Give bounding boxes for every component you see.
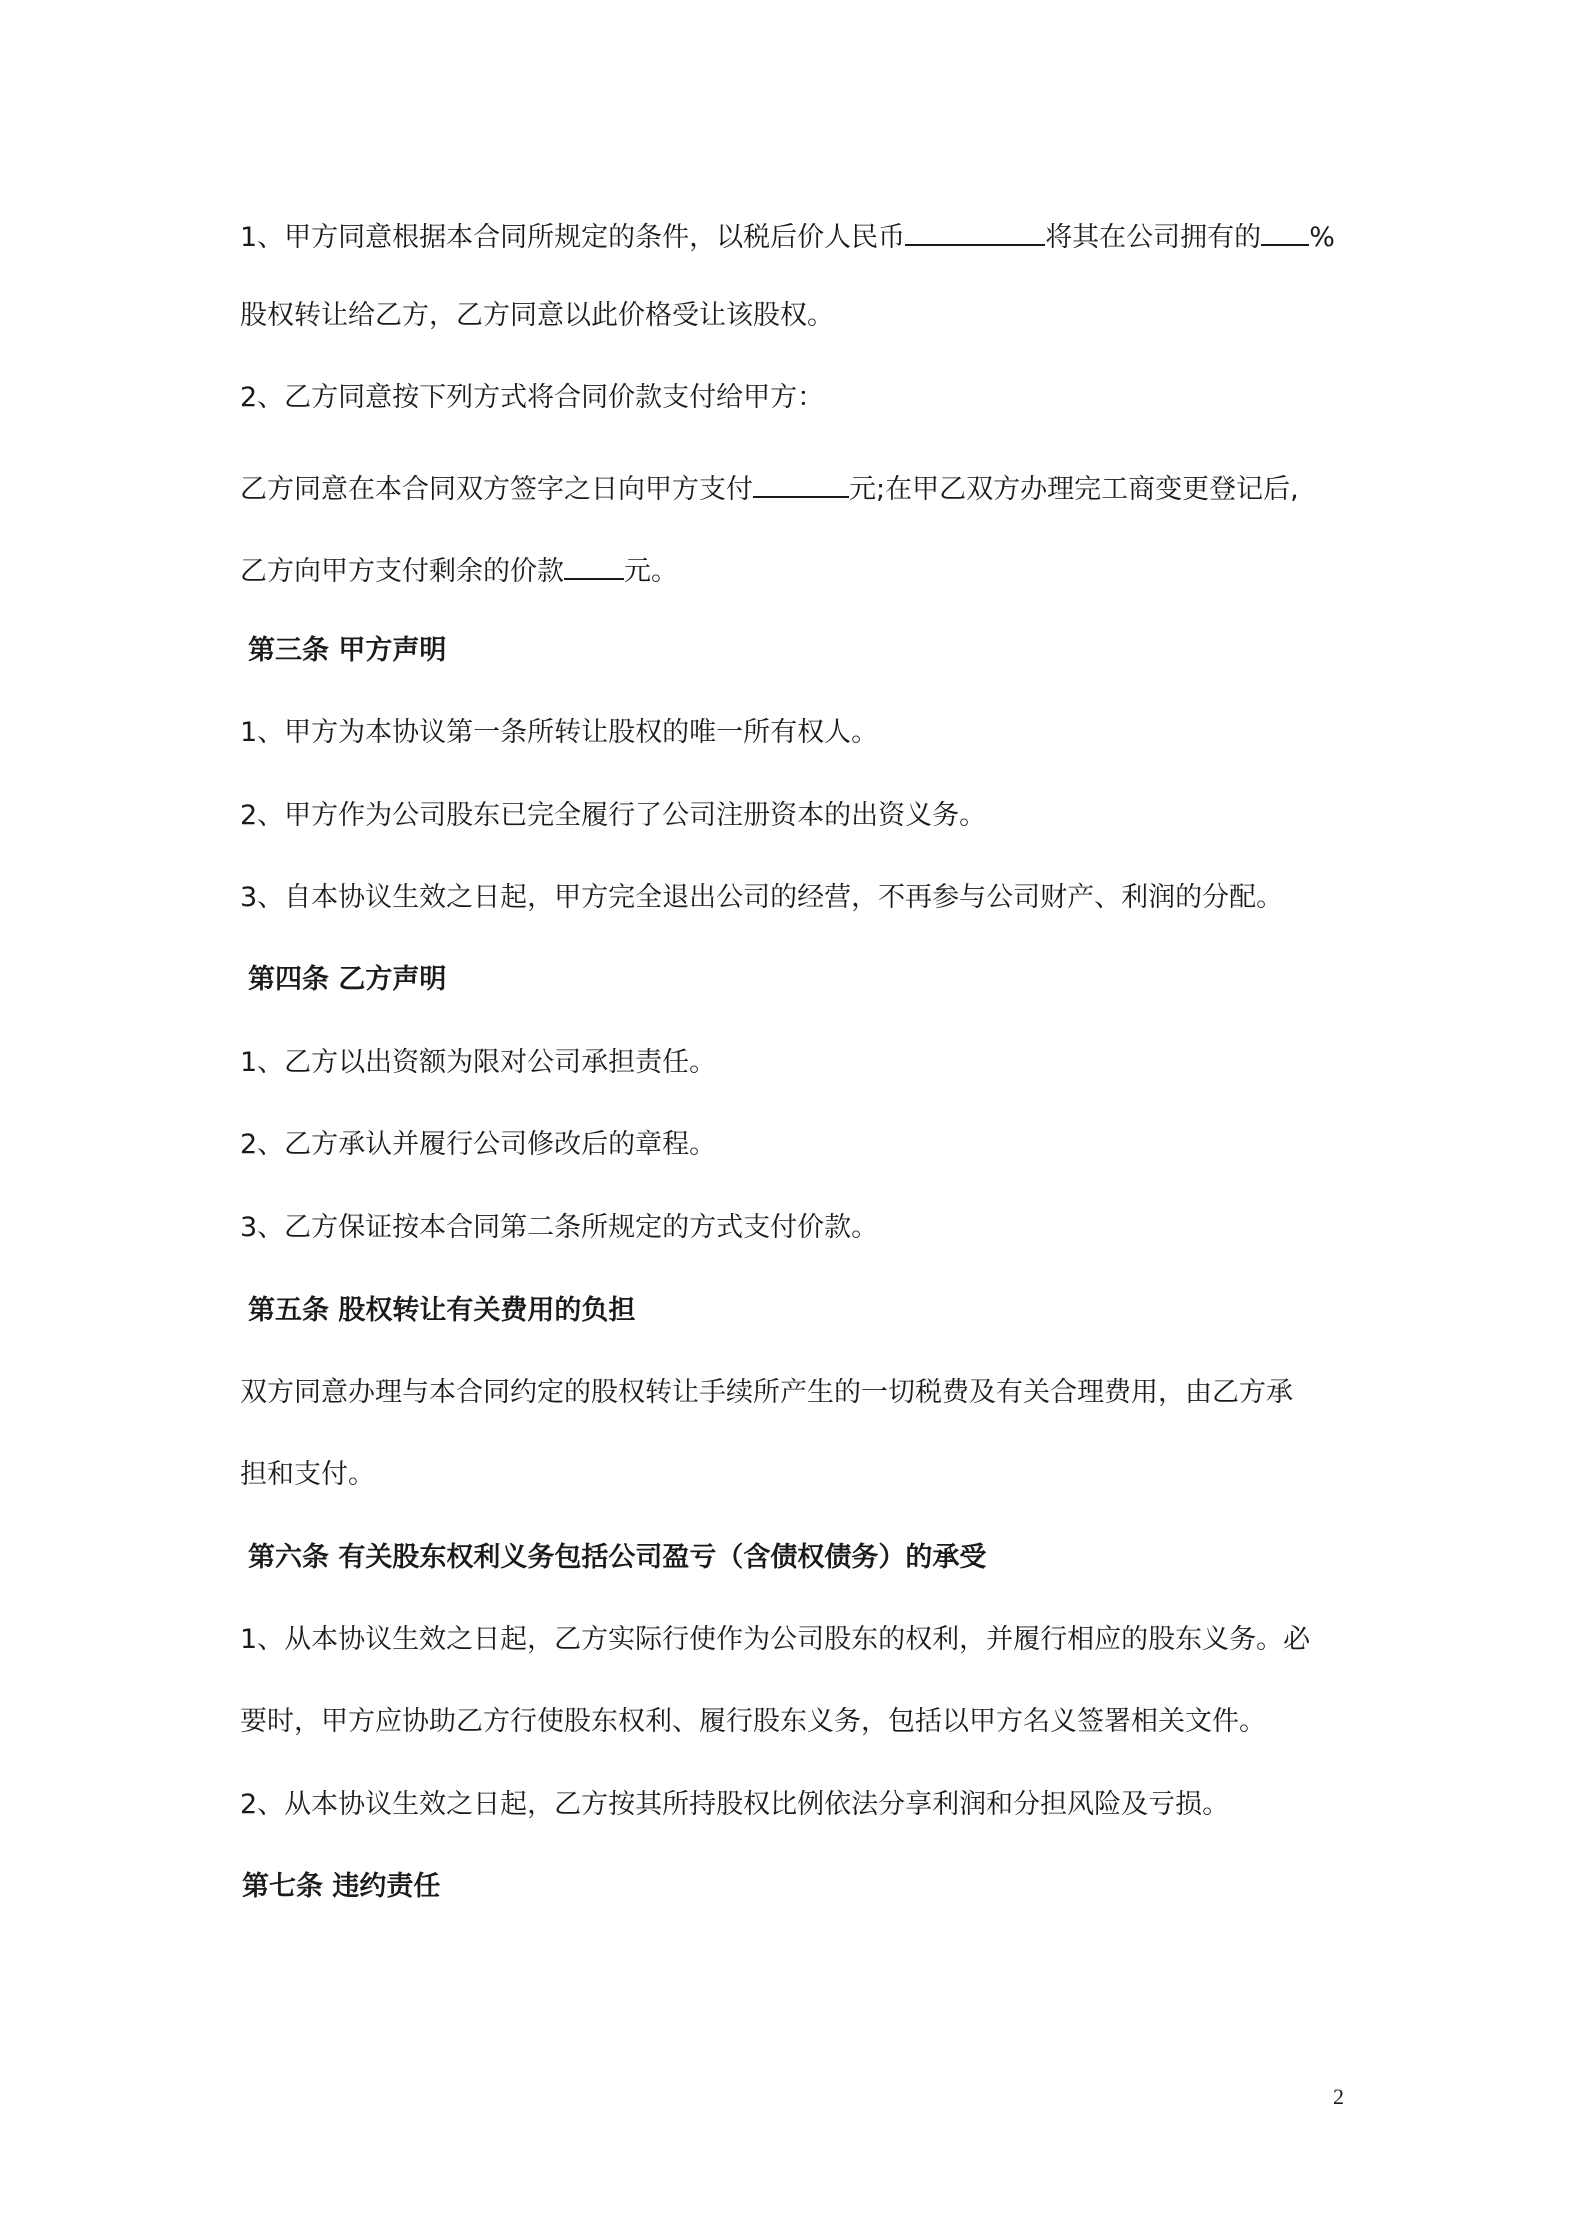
clause-1-text-b: 将其在公司拥有的 (1045, 222, 1262, 253)
article-7-heading: 第七条 违约责任 (242, 1871, 441, 1902)
price-blank (905, 214, 1045, 246)
clause-1-text-c: % (1309, 222, 1335, 253)
article-4-item-1: 1、乙方以出资额为限对公司承担责任。 (240, 1047, 717, 1078)
article-5-heading: 第五条 股权转让有关费用的负担 (248, 1295, 636, 1326)
clause-3-text-a: 乙方同意在本合同双方签字之日向甲方支付 (240, 474, 753, 505)
clause-3-continuation (240, 548, 678, 592)
article-3-heading: 第三条 甲方声明 (248, 635, 447, 666)
article-3-item-3: 3、自本协议生效之日起，甲方完全退出公司的经营，不再参与公司财产、利润的分配。 (240, 882, 1284, 913)
page-number: 2 (1333, 2084, 1344, 2109)
article-4-item-2: 2、乙方承认并履行公司修改后的章程。 (240, 1129, 717, 1160)
article-6-item-1-line-1: 1、从本协议生效之日起，乙方实际行使作为公司股东的权利，并履行相应的股东义务。必 (240, 1624, 1311, 1655)
remaining-payment-blank (564, 548, 624, 580)
article-3-item-2: 2、甲方作为公司股东已完全履行了公司注册资本的出资义务。 (240, 800, 987, 831)
article-6-item-2: 2、从本协议生效之日起，乙方按其所持股权比例依法分享利润和分担风险及亏损。 (240, 1789, 1230, 1820)
clause-3-line (240, 466, 1299, 510)
article-4-heading: 第四条 乙方声明 (248, 964, 447, 995)
article-4-item-3: 3、乙方保证按本合同第二条所规定的方式支付价款。 (240, 1212, 879, 1243)
clause-1-line (240, 214, 1335, 258)
clause-1-text-a: 1、甲方同意根据本合同所规定的条件，以税后价人民币 (240, 222, 906, 253)
first-payment-blank (753, 466, 849, 498)
percentage-blank (1261, 214, 1309, 246)
article-5-text-line-2: 担和支付。 (240, 1459, 375, 1490)
article-5-text-line-1: 双方同意办理与本合同约定的股权转让手续所产生的一切税费及有关合理费用，由乙方承 (240, 1377, 1293, 1408)
clause-3-cont-text-b: 元。 (624, 556, 678, 587)
article-6-item-1-line-2: 要时，甲方应协助乙方行使股东权利、履行股东义务，包括以甲方名义签署相关文件。 (240, 1706, 1266, 1737)
clause-2-line: 2、乙方同意按下列方式将合同价款支付给甲方： (240, 382, 825, 413)
clause-3-text-b: 元;在甲乙双方办理完工商变更登记后, (849, 474, 1299, 505)
article-6-heading: 第六条 有关股东权利义务包括公司盈亏（含债权债务）的承受 (248, 1542, 987, 1573)
clause-1-continuation: 股权转让给乙方，乙方同意以此价格受让该股权。 (240, 300, 834, 331)
clause-3-cont-text-a: 乙方向甲方支付剩余的价款 (240, 556, 564, 587)
article-3-item-1: 1、甲方为本协议第一条所转让股权的唯一所有权人。 (240, 717, 879, 748)
